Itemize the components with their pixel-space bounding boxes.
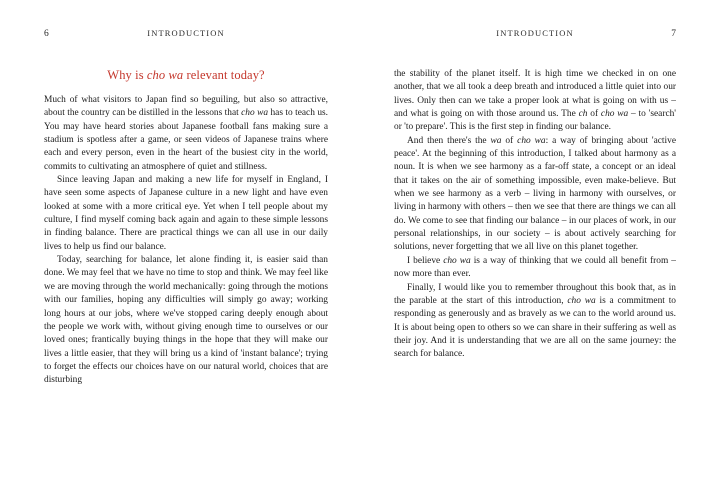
right-page-body (394, 68, 676, 362)
running-head-title-left: INTRODUCTION (147, 28, 225, 38)
page-number-right: 7 (671, 29, 676, 39)
paragraph: Today, searching for balance, let alone finding it, is easier said than done. We may feel that we have no time to stop and think. We may feel like we are moving through the world mechanically: going through the motions with our families, hoping any difficulties will simply go away; working long hours at our jobs, where we've stopped caring deeply enough about the people we work with, without giving enough time to ourselves or our loved ones; frantically buying things in the hope that they will make our lives a little easier, that they will bring us a kind of 'instant balance'; trying to forget the effects our choices have on our natural world, choices that are disturbing (44, 255, 328, 386)
paragraph: Finally, I would like you to remember throughout this book that, as in the parable at the start of this introduction, cho wa is a commitment to responding as generously and as bravely as we can to the world around us. It is about being open to others so we can share in their suffering as well as their joy. And it is understanding that we are all on the same journey: the search for balance. (394, 282, 676, 360)
paragraph: the stability of the planet itself. It is high time we checked in on one another, that we all took a deep breath and introduced a little quiet into our lives. Only then can we take a proper look at what is going on with us – and what is going on with those around us. The ch of cho wa – to 'search' or 'to prepare'. This is the first step in finding our balance. (394, 69, 676, 133)
paragraph: I believe cho wa is a way of thinking that we could all benefit from – now more than ever. (394, 255, 676, 280)
running-head-title-right: INTRODUCTION (496, 28, 574, 38)
section-title (44, 68, 328, 83)
right-running-head (394, 28, 676, 42)
left-page-body (44, 94, 328, 388)
section-title-italic: cho wa (146, 68, 184, 82)
paragraph: Since leaving Japan and making a new life for myself in England, I have seen some aspects of Japanese culture in a new light and have even looked at some with a more critical eye. Yet when I tell people about my culture, I find myself coming back again and again to these simple lessons in finding balance. There are practical things we can all use in our daily lives to help us find our balance. (44, 175, 328, 252)
paragraph: Much of what visitors to Japan find so beguiling, but also so attractive, about the country can be distilled in the lessons that cho wa has to teach us. You may have heard stories about Japanese football fans making sure a stadium is spotless after a game, or seen videos of Japanese trains where each and every person, even in the heart of the busiest city in the world, commits to cultivating an atmosphere of quiet and stillness. (44, 95, 328, 172)
page-number-left: 6 (44, 29, 49, 39)
paragraph: And then there's the wa of cho wa: a way of bringing about 'active peace'. At the beginning of this introduction, I talked about harmony as a noun. It is when we see harmony as a far-off state, a concept or an ideal that it takes on the air of something impossible, even make-believe. But when we see harmony as a verb – living in harmony with ourselves, or living in harmony with others – then we see that there are things we can all do. We come to see that finding our balance – in our places of work, in our personal relationships, in our society – is about actively searching for solutions, never forgetting that we all live on this planet together. (394, 135, 676, 253)
right-page (360, 0, 720, 497)
section-title-after: relevant today? (183, 68, 265, 82)
section-title-before: Why is (107, 68, 147, 82)
left-running-head (44, 28, 328, 42)
